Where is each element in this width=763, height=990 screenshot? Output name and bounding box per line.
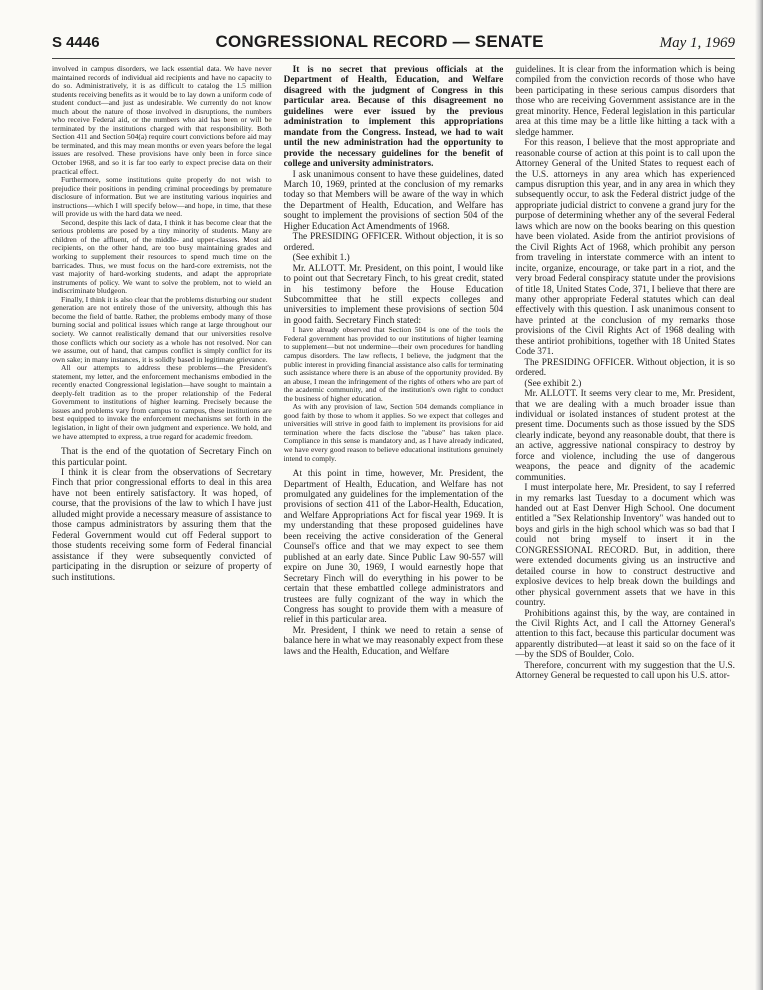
paragraph: Mr. ALLOTT. Mr. President, on this point, I would like to point out that Secretary Finch, to his great credit, stated in his testimony before the House Education Subcommittee that he still expects colleges and universities to implement these provisions of section 504 in good faith. Secretary Finch stated: — [283, 263, 504, 326]
column-2-speech — [284, 170, 504, 327]
column-2-bold-block — [284, 65, 504, 170]
paragraph: At this point in time, however, Mr. President, the Department of Health, Education, and Welfare has not promulgated any guidelines for the implementation of the provisions of section 411 of the Labor-Health, Education, and Welfare Appropriations Act for fiscal year 1969. It is my understanding that these proposed guidelines have been receiving the active consideration of the General Counsel's office and that we may expect to see them published at an early date. Since Public Law 90-557 will expire on June 30, 1969, I would earnestly hope that Secretary Finch will do everything in his power to be certain that these embattled college administrators and trustees are fully cognizant of the way in which the Congress has sought to provide them with a measure of relief in this particular area. — [283, 469, 504, 626]
paragraph: Mr. President, I think we need to retain a sense of balance here in what we may reasonably expect from these laws and the Health, Education, and Welfare — [283, 625, 504, 657]
paragraph: The PRESIDING OFFICER. Without objection, it is so ordered. — [515, 357, 736, 379]
page-header — [52, 32, 735, 59]
paragraph: For this reason, I believe that the most appropriate and reasonable course of action at this point is to call upon the Attorney General of the United States to request each of the U.S. attorneys in any area which has experienced campus disruption this year, and in any area in which they subsequently occur, to ask the Federal district judge of the appropriate judicial district to convene a grand jury for the purpose of determining whether any of the several Federal laws which are now on the books bearing on this question have been violated. Aside from the antiriot provisions of the Civil Rights Act of 1968, which prohibit any person from traveling in interstate commerce with an intent to incite, organize, encourage, or take part in a riot, and the very broad Federal conspiracy statute under the provisions of title 18, United States Code, 371, I believe that there are many other appropriate Federal statutes which can deal effectively with this question. I ask unanimous consent to have printed at the conclusion of my remarks those provisions of the Civil Rights Act of 1968 dealing with these antiriot prohibitions, together with 18 United States Code 371. — [515, 138, 736, 358]
column-2-quotation — [284, 326, 504, 463]
column-2-speech-continued — [284, 469, 504, 657]
exhibit-reference: (See exhibit 2.) — [524, 378, 582, 389]
publication-date: May 1, 1969 — [659, 35, 735, 51]
column-1-speech — [52, 447, 272, 583]
paragraph: Second, despite this lack of data, I think it has become clear that the serious problems are posed by a tiny minority of students. Many are children of the affluent, of the middle- and upper-classes. Most aid recipients, on the other hand, are too busy maintaining grades and working to supplement their resources to spend much time on the barricades. Thus, we must focus on the hard-core extremists, not the vast majority of hard-working students, and adapt the appropriate instruments of policy. We want to solve the problem, not to wield an indiscriminate bludgeon. — [52, 217, 272, 296]
paragraph: I must interpolate here, Mr. President, to say I referred in my remarks last Tuesday to a document which was handed out at East Denver High School. One document entitled a "Sex Relationship Inventory" was handed out to boys and girls in the high school which was so bad that I could not bring myself to insert it in the CONGRESSIONAL RECORD. But, in addition, there were extended documents giving us an instructive and detailed course in how to construct destructive and explosive devices to help break down the buildings and other physical government assets that we have in this country. — [515, 483, 736, 609]
paragraph: Mr. ALLOTT. It seems very clear to me, Mr. President, that we are dealing with a much broader issue than individual or isolated instances of student protest at the present time. Documents such as those issued by the SDS clearly indicate, beyond any reasonable doubt, that there is an active, aggressive national conspiracy to destroy by force and violence, including the use of dangerous weapons, the peace and dignity of the academic communities. — [515, 389, 736, 483]
paragraph: The PRESIDING OFFICER. Without objection, it is so ordered. — [283, 232, 504, 253]
page-edge-shadow — [755, 0, 763, 990]
page-number: S 4446 — [52, 34, 100, 51]
column-2 — [284, 65, 504, 682]
paragraph: guidelines. It is clear from the information which is being compiled from the conviction records of those who have been participating in these serious campus disorders that those who are receiving Government assistance are in the great minority. Hence, Federal legislation in this particular area at this time may be a little like hitting a tack with a sledge hammer. — [515, 65, 736, 138]
quote-paragraph: As with any provision of law, Section 504 demands compliance in good faith by those to whom it applies. So we expect that colleges and universities will strive in good faith to implement its provisions for aid termination where the facts disclose the "abuse" has taken place. Compliance in this sense is mandatory and, as I have already indicated, we have every good reason to believe educational institutions genuinely intend to comply. — [283, 402, 504, 463]
paragraph: I ask unanimous consent to have these guidelines, dated March 10, 1969, printed at the conclusion of my remarks today so that Members will be aware of the way in which the Department of Health, Education, and Welfare has sought to implement the provisions of section 504 of the Higher Education Act Amendments of 1968. — [283, 169, 504, 232]
paragraph: It is no secret that previous officials at the Department of Health, Education, and Welfare disagreed with the judgment of Congress in this particular area. Because of this disagreement no guidelines were ever issued by the previous administration to implement this appropriations mandate from the Congress. Instead, we had to wait until the new administration had the opportunity to provide the necessary guidelines for the benefit of college and university administrators. — [283, 65, 504, 170]
paragraph: I think it is clear from the observations of Secretary Finch that prior congressional efforts to deal in this area have not been entirely satisfactory. It was hoped, of course, that the provisions of the law to which I have just alluded might provide a necessary measure of assistance to those campus administrators by assuring them that the Federal Government would cut off Federal support to those students receiving some form of Federal financial assistance if they were subsequently convicted of participating in the disruption or seizure of property of such institutions. — [52, 467, 272, 583]
column-1 — [52, 65, 272, 682]
quote-paragraph: I have already observed that Section 504 is one of the tools the Federal government has provided to our institutions of higher learning to supplement—but not undermine—their own procedures for handling campus disorders. The law reflects, I believe, the judgment that the public interest in providing financial assistance also calls for terminating such assistance where there is an abuse of the opportunity provided. By an abuse, I mean the infringement of the rights of others who are part of the academic community, and of the institution's own right to conduct the business of higher education. — [283, 325, 504, 403]
paragraph: That is the end of the quotation of Secretary Finch on this particular point. — [52, 447, 272, 468]
paragraph: Finally, I think it is also clear that the problems disturbing our student generation are not entirely those of the university, although this has become the field of battle. Rather, the problems embody many of those burning social and political issues which range at large throughout our society. We cannot realistically demand that our universities resolve those conflicts which our society as a whole has not resolved. Nor can we assume, out of hand, that campus conflict is simply conflict for its own sake; in many instances, it is solidly based in legitimate grievance. — [52, 294, 272, 364]
paragraph: Prohibitions against this, by the way, are contained in the Civil Rights Act, and I call the Attorney General's attention to this fact, because this particular document was apparently distributed—at least it said so on the face of it—by the SDS of Boulder, Colo. — [515, 608, 736, 661]
paragraph: All our attempts to address these problems—the President's statement, my letter, and the enforcement mechanisms embodied in the recently enacted Congressional legislation—have sought to maintain a deeply-felt tradition as to the proper relationship of the Federal Government to institutions of higher learning. Precisely because the issues and problems vary from campus to campus, these institutions are best equipped to invoke the enforcement mechanisms set forth in the legislation, in light of their own judgment and experience. We hold, and we have attempted to express, a true regard for academic freedom. — [52, 363, 272, 441]
publication-title: CONGRESSIONAL RECORD — SENATE — [215, 32, 544, 51]
text-columns — [52, 65, 735, 682]
paragraph: involved in campus disorders, we lack essential data. We have never maintained records of individual aid recipients and have no capacity to do so. Administratively, it is as difficult to catalog the 1.5 million students receiving benefits as it would be to lay down a uniform code of student conduct—and just as undesirable. We currently do not know much about the nature of those involved in disruptions, the numbers who receive Federal aid, or the numbers who aid has been or will be terminated by the institutions charged with that responsibility. Both Section 411 and Section 504(a) require court convictions before aid may be terminated, and this may mean months or even years before the legal issues are resolved. These provisions have only been in force since October 1968, and so it is far too early to expect precise data on their practical effect. — [52, 65, 272, 176]
paragraph: Therefore, concurrent with my suggestion that the U.S. Attorney General be requested to call upon his U.S. attor- — [515, 660, 736, 682]
column-3 — [515, 65, 735, 682]
exhibit-reference: (See exhibit 1.) — [292, 253, 350, 264]
paragraph: Furthermore, some institutions quite properly do not wish to prejudice their positions in pending criminal proceedings by premature disclosure of information. But we are instituting various inquiries and instructions—which I will specify below—and hope, in time, that these will provide us with the hard data we need. — [52, 175, 272, 219]
